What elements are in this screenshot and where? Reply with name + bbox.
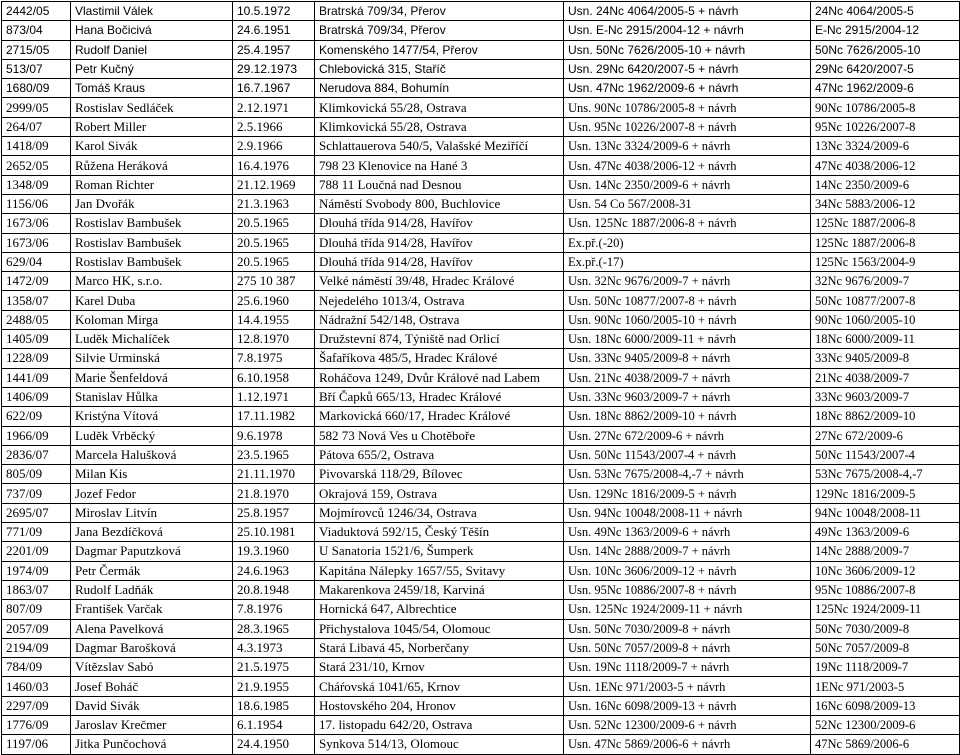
record-id-cell: 2695/07: [2, 503, 71, 522]
case-reference-cell: 90Nc 10786/2005-8: [811, 98, 960, 117]
table-row: [2, 503, 960, 522]
birth-date-cell: 24.4.1950: [233, 735, 315, 754]
person-name-cell: Roman Richter: [71, 175, 233, 194]
birth-date-cell: 21.11.1970: [233, 465, 315, 484]
resolution-cell: Usn. 95Nc 10226/2007-8 + návrh: [564, 117, 811, 136]
record-id-cell: 1156/06: [2, 194, 71, 213]
birth-date-cell: 2.9.1966: [233, 137, 315, 156]
address-cell: Bratrská 709/34, Přerov: [315, 2, 564, 21]
case-reference-cell: 94Nc 10048/2008-11: [811, 503, 960, 522]
person-name-cell: Silvie Urminská: [71, 349, 233, 368]
case-reference-cell: 47Nc 4038/2006-12: [811, 156, 960, 175]
record-id-cell: 1441/09: [2, 368, 71, 387]
table-row: [2, 407, 960, 426]
person-name-cell: Jozef Fedor: [71, 484, 233, 503]
resolution-cell: Usn. 27Nc 672/2009-6 + návrh: [564, 426, 811, 445]
birth-date-cell: 12.8.1970: [233, 330, 315, 349]
record-id-cell: 784/09: [2, 658, 71, 677]
resolution-cell: Usn. 94Nc 10048/2008-11 + návrh: [564, 503, 811, 522]
table-row: [2, 272, 960, 291]
record-id-cell: 622/09: [2, 407, 71, 426]
record-id-cell: 264/07: [2, 117, 71, 136]
table-row: [2, 715, 960, 734]
resolution-cell: Usn. 14Nc 2888/2009-7 + návrh: [564, 542, 811, 561]
case-reference-cell: 125Nc 1563/2004-9: [811, 252, 960, 271]
case-reference-cell: 125Nc 1924/2009-11: [811, 600, 960, 619]
resolution-cell: Usn. 47Nc 1962/2009-6 + návrh: [564, 79, 811, 98]
birth-date-cell: 21.9.1955: [233, 677, 315, 696]
address-cell: Náměstí Svobody 800, Buchlovice: [315, 194, 564, 213]
case-reference-cell: 50Nc 7057/2009-8: [811, 638, 960, 657]
person-name-cell: Jitka Punčochová: [71, 735, 233, 754]
resolution-cell: Usn. 29Nc 6420/2007-5 + návrh: [564, 59, 811, 78]
address-cell: Klimkovická 55/28, Ostrava: [315, 117, 564, 136]
record-id-cell: 1966/09: [2, 426, 71, 445]
person-name-cell: Rudolf Daniel: [71, 40, 233, 59]
record-id-cell: 2201/09: [2, 542, 71, 561]
resolution-cell: Usn. 18Nc 8862/2009-10 + návrh: [564, 407, 811, 426]
birth-date-cell: 23.5.1965: [233, 445, 315, 464]
case-reference-cell: 95Nc 10886/2007-8: [811, 580, 960, 599]
case-reference-cell: 1ENc 971/2003-5: [811, 677, 960, 696]
record-id-cell: 2297/09: [2, 696, 71, 715]
record-id-cell: 2488/05: [2, 310, 71, 329]
case-reference-cell: E-Nc 2915/2004-12: [811, 21, 960, 40]
resolution-cell: Usn. 47Nc 5869/2006-6 + návrh: [564, 735, 811, 754]
birth-date-cell: 25.10.1981: [233, 523, 315, 542]
record-id-cell: 873/04: [2, 21, 71, 40]
address-cell: Dlouhá třída 914/28, Havířov: [315, 252, 564, 271]
resolution-cell: Usn. 50Nc 10877/2007-8 + návrh: [564, 291, 811, 310]
address-cell: Makarenkova 2459/18, Karviná: [315, 580, 564, 599]
case-reference-cell: 14Nc 2888/2009-7: [811, 542, 960, 561]
table-row: [2, 330, 960, 349]
address-cell: Bratrská 709/34, Přerov: [315, 21, 564, 40]
record-id-cell: 1776/09: [2, 715, 71, 734]
resolution-cell: Ex.př.(-17): [564, 252, 811, 271]
birth-date-cell: 17.11.1982: [233, 407, 315, 426]
person-name-cell: František Varčak: [71, 600, 233, 619]
case-reference-cell: 50Nc 11543/2007-4: [811, 445, 960, 464]
person-name-cell: Koloman Mirga: [71, 310, 233, 329]
resolution-cell: Usn. 52Nc 12300/2009-6 + návrh: [564, 715, 811, 734]
case-reference-cell: 53Nc 7675/2008-4,-7: [811, 465, 960, 484]
address-cell: Synkova 514/13, Olomouc: [315, 735, 564, 754]
case-reference-cell: 50Nc 7030/2009-8: [811, 619, 960, 638]
table-row: [2, 580, 960, 599]
table-row: [2, 387, 960, 406]
person-name-cell: Luděk Michalíček: [71, 330, 233, 349]
address-cell: Přichystalova 1045/54, Olomouc: [315, 619, 564, 638]
address-cell: Cháŕovská 1041/65, Krnov: [315, 677, 564, 696]
person-name-cell: Karol Sivák: [71, 137, 233, 156]
person-name-cell: Rostislav Bambušek: [71, 252, 233, 271]
record-id-cell: 2057/09: [2, 619, 71, 638]
record-id-cell: 1863/07: [2, 580, 71, 599]
birth-date-cell: 9.6.1978: [233, 426, 315, 445]
birth-date-cell: 21.3.1963: [233, 194, 315, 213]
table-row: [2, 117, 960, 136]
table-row: [2, 233, 960, 252]
record-id-cell: 1197/06: [2, 735, 71, 754]
record-id-cell: 1228/09: [2, 349, 71, 368]
record-id-cell: 629/04: [2, 252, 71, 271]
case-reference-cell: 27Nc 672/2009-6: [811, 426, 960, 445]
address-cell: 798 23 Klenovice na Hané 3: [315, 156, 564, 175]
birth-date-cell: 20.5.1965: [233, 233, 315, 252]
person-name-cell: Kristýna Vítová: [71, 407, 233, 426]
records-table-body: [2, 2, 960, 755]
record-id-cell: 2836/07: [2, 445, 71, 464]
resolution-cell: Usn. 47Nc 4038/2006-12 + návrh: [564, 156, 811, 175]
case-reference-cell: 18Nc 6000/2009-11: [811, 330, 960, 349]
table-row: [2, 619, 960, 638]
table-row: [2, 2, 960, 21]
address-cell: Dlouhá třída 914/28, Havířov: [315, 214, 564, 233]
address-cell: 17. listopadu 642/20, Ostrava: [315, 715, 564, 734]
table-row: [2, 368, 960, 387]
birth-date-cell: 25.8.1957: [233, 503, 315, 522]
birth-date-cell: 6.1.1954: [233, 715, 315, 734]
case-reference-cell: 52Nc 12300/2009-6: [811, 715, 960, 734]
person-name-cell: Jan Dvořák: [71, 194, 233, 213]
birth-date-cell: 25.6.1960: [233, 291, 315, 310]
person-name-cell: Robert Miller: [71, 117, 233, 136]
birth-date-cell: 7.8.1976: [233, 600, 315, 619]
record-id-cell: 1418/09: [2, 137, 71, 156]
case-reference-cell: 10Nc 3606/2009-12: [811, 561, 960, 580]
case-reference-cell: 24Nc 4064/2005-5: [811, 2, 960, 21]
address-cell: Schlattauerova 540/5, Valašské Meziříčí: [315, 137, 564, 156]
resolution-cell: Usn. 33Nc 9405/2009-8 + návrh: [564, 349, 811, 368]
address-cell: Nerudova 884, Bohumín: [315, 79, 564, 98]
person-name-cell: Karel Duba: [71, 291, 233, 310]
birth-date-cell: 14.4.1955: [233, 310, 315, 329]
record-id-cell: 1673/06: [2, 233, 71, 252]
address-cell: U Sanatoria 1521/6, Šumperk: [315, 542, 564, 561]
table-row: [2, 561, 960, 580]
case-reference-cell: 29Nc 6420/2007-5: [811, 59, 960, 78]
person-name-cell: Rostislav Bambušek: [71, 214, 233, 233]
case-reference-cell: 14Nc 2350/2009-6: [811, 175, 960, 194]
resolution-cell: Usn. 16Nc 6098/2009-13 + návrh: [564, 696, 811, 715]
table-row: [2, 523, 960, 542]
record-id-cell: 1673/06: [2, 214, 71, 233]
person-name-cell: Tomáš Kraus: [71, 79, 233, 98]
case-reference-cell: 33Nc 9603/2009-7: [811, 387, 960, 406]
table-row: [2, 252, 960, 271]
record-id-cell: 807/09: [2, 600, 71, 619]
address-cell: Bří Čapků 665/13, Hradec Králové: [315, 387, 564, 406]
record-id-cell: 1348/09: [2, 175, 71, 194]
resolution-cell: Usn. 18Nc 6000/2009-11 + návrh: [564, 330, 811, 349]
case-reference-cell: 21Nc 4038/2009-7: [811, 368, 960, 387]
address-cell: Dlouhá třída 914/28, Havířov: [315, 233, 564, 252]
resolution-cell: Usn. 53Nc 7675/2008-4,-7 + návrh: [564, 465, 811, 484]
birth-date-cell: 21.5.1975: [233, 658, 315, 677]
record-id-cell: 737/09: [2, 484, 71, 503]
resolution-cell: Usn. 50Nc 7626/2005-10 + návrh: [564, 40, 811, 59]
resolution-cell: Usn. 90Nc 1060/2005-10 + návrh: [564, 310, 811, 329]
person-name-cell: Vlastimil Válek: [71, 2, 233, 21]
address-cell: Šafaříkova 485/5, Hradec Králové: [315, 349, 564, 368]
resolution-cell: Usn. 129Nc 1816/2009-5 + návrh: [564, 484, 811, 503]
birth-date-cell: 20.5.1965: [233, 214, 315, 233]
address-cell: Hornická 647, Albrechtice: [315, 600, 564, 619]
address-cell: Mojmírovců 1246/34, Ostrava: [315, 503, 564, 522]
address-cell: Stará Libavá 45, Norberčany: [315, 638, 564, 657]
address-cell: Družstevní 874, Týniště nad Orlicí: [315, 330, 564, 349]
record-id-cell: 1472/09: [2, 272, 71, 291]
resolution-cell: Usn. 50Nc 7030/2009-8 + návrh: [564, 619, 811, 638]
table-row: [2, 175, 960, 194]
person-name-cell: Dagmar Paputzková: [71, 542, 233, 561]
birth-date-cell: 21.8.1970: [233, 484, 315, 503]
birth-date-cell: 29.12.1973: [233, 59, 315, 78]
birth-date-cell: 20.8.1948: [233, 580, 315, 599]
table-row: [2, 600, 960, 619]
person-name-cell: Jana Bezdíčková: [71, 523, 233, 542]
birth-date-cell: 2.5.1966: [233, 117, 315, 136]
person-name-cell: Petr Kučný: [71, 59, 233, 78]
person-name-cell: Rostislav Sedláček: [71, 98, 233, 117]
person-name-cell: Stanislav Hůlka: [71, 387, 233, 406]
case-reference-cell: 50Nc 10877/2007-8: [811, 291, 960, 310]
record-id-cell: 1460/03: [2, 677, 71, 696]
resolution-cell: Usn. 33Nc 9603/2009-7 + návrh: [564, 387, 811, 406]
resolution-cell: Usn. 125Nc 1924/2009-11 + návrh: [564, 600, 811, 619]
address-cell: 582 73 Nová Ves u Chotěboře: [315, 426, 564, 445]
table-row: [2, 658, 960, 677]
table-row: [2, 638, 960, 657]
case-reference-cell: 16Nc 6098/2009-13: [811, 696, 960, 715]
case-reference-cell: 125Nc 1887/2006-8: [811, 214, 960, 233]
birth-date-cell: 10.5.1972: [233, 2, 315, 21]
record-id-cell: 2999/05: [2, 98, 71, 117]
address-cell: Nejedelého 1013/4, Ostrava: [315, 291, 564, 310]
address-cell: Stará 231/10, Krnov: [315, 658, 564, 677]
record-id-cell: 805/09: [2, 465, 71, 484]
table-row: [2, 465, 960, 484]
case-reference-cell: 129Nc 1816/2009-5: [811, 484, 960, 503]
person-name-cell: Marcela Halušková: [71, 445, 233, 464]
table-row: [2, 310, 960, 329]
address-cell: Kapitána Nálepky 1657/55, Svitavy: [315, 561, 564, 580]
case-reference-cell: 18Nc 8862/2009-10: [811, 407, 960, 426]
birth-date-cell: 2.12.1971: [233, 98, 315, 117]
birth-date-cell: 275 10 387: [233, 272, 315, 291]
address-cell: Roháčova 1249, Dvůr Králové nad Labem: [315, 368, 564, 387]
case-reference-cell: 19Nc 1118/2009-7: [811, 658, 960, 677]
birth-date-cell: 25.4.1957: [233, 40, 315, 59]
person-name-cell: Miroslav Litvín: [71, 503, 233, 522]
address-cell: Hostovského 204, Hronov: [315, 696, 564, 715]
table-row: [2, 21, 960, 40]
table-row: [2, 137, 960, 156]
case-reference-cell: 32Nc 9676/2009-7: [811, 272, 960, 291]
table-row: [2, 194, 960, 213]
birth-date-cell: 7.8.1975: [233, 349, 315, 368]
birth-date-cell: 16.7.1967: [233, 79, 315, 98]
person-name-cell: Marie Šenfeldová: [71, 368, 233, 387]
table-row: [2, 349, 960, 368]
record-id-cell: 1680/09: [2, 79, 71, 98]
case-reference-cell: 47Nc 1962/2009-6: [811, 79, 960, 98]
birth-date-cell: 18.6.1985: [233, 696, 315, 715]
resolution-cell: Usn. E-Nc 2915/2004-12 + návrh: [564, 21, 811, 40]
person-name-cell: Alena Pavelková: [71, 619, 233, 638]
resolution-cell: Usn. 1ENc 971/2003-5 + návrh: [564, 677, 811, 696]
address-cell: Komenského 1477/54, Přerov: [315, 40, 564, 59]
table-row: [2, 98, 960, 117]
resolution-cell: Usn. 125Nc 1887/2006-8 + návrh: [564, 214, 811, 233]
table-row: [2, 677, 960, 696]
case-reference-cell: 34Nc 5883/2006-12: [811, 194, 960, 213]
table-row: [2, 214, 960, 233]
table-row: [2, 426, 960, 445]
record-id-cell: 2652/05: [2, 156, 71, 175]
resolution-cell: Usn. 32Nc 9676/2009-7 + návrh: [564, 272, 811, 291]
person-name-cell: Vítězslav Sabó: [71, 658, 233, 677]
address-cell: 788 11 Loučná nad Desnou: [315, 175, 564, 194]
case-reference-cell: 90Nc 1060/2005-10: [811, 310, 960, 329]
table-row: [2, 40, 960, 59]
address-cell: Klimkovická 55/28, Ostrava: [315, 98, 564, 117]
table-row: [2, 735, 960, 754]
birth-date-cell: 4.3.1973: [233, 638, 315, 657]
birth-date-cell: 24.6.1963: [233, 561, 315, 580]
resolution-cell: Usn. 50Nc 11543/2007-4 + návrh: [564, 445, 811, 464]
person-name-cell: Rudolf Ladňák: [71, 580, 233, 599]
table-row: [2, 156, 960, 175]
person-name-cell: Jaroslav Krečmer: [71, 715, 233, 734]
resolution-cell: Usn. 24Nc 4064/2005-5 + návrh: [564, 2, 811, 21]
record-id-cell: 1358/07: [2, 291, 71, 310]
record-id-cell: 771/09: [2, 523, 71, 542]
person-name-cell: Hana Bočicivá: [71, 21, 233, 40]
table-row: [2, 445, 960, 464]
address-cell: Viaduktová 592/15, Český Těšín: [315, 523, 564, 542]
table-row: [2, 484, 960, 503]
person-name-cell: Dagmar Barošková: [71, 638, 233, 657]
resolution-cell: Usn. 50Nc 7057/2009-8 + návrh: [564, 638, 811, 657]
table-row: [2, 59, 960, 78]
address-cell: Pátova 655/2, Ostrava: [315, 445, 564, 464]
record-id-cell: 1974/09: [2, 561, 71, 580]
person-name-cell: David Sivák: [71, 696, 233, 715]
address-cell: Pivovarská 118/29, Bílovec: [315, 465, 564, 484]
table-row: [2, 291, 960, 310]
address-cell: Nádražní 542/148, Ostrava: [315, 310, 564, 329]
case-reference-cell: 50Nc 7626/2005-10: [811, 40, 960, 59]
person-name-cell: Marco HK, s.r.o.: [71, 272, 233, 291]
case-reference-cell: 49Nc 1363/2009-6: [811, 523, 960, 542]
resolution-cell: Usn. 49Nc 1363/2009-6 + návrh: [564, 523, 811, 542]
resolution-cell: Uns. 90Nc 10786/2005-8 + návrh: [564, 98, 811, 117]
birth-date-cell: 28.3.1965: [233, 619, 315, 638]
person-name-cell: Petr Čermák: [71, 561, 233, 580]
case-reference-cell: 33Nc 9405/2009-8: [811, 349, 960, 368]
table-row: [2, 542, 960, 561]
record-id-cell: 1406/09: [2, 387, 71, 406]
address-cell: Markovická 660/17, Hradec Králové: [315, 407, 564, 426]
birth-date-cell: 21.12.1969: [233, 175, 315, 194]
birth-date-cell: 16.4.1976: [233, 156, 315, 175]
resolution-cell: Usn. 13Nc 3324/2009-6 + návrh: [564, 137, 811, 156]
birth-date-cell: 20.5.1965: [233, 252, 315, 271]
birth-date-cell: 1.12.1971: [233, 387, 315, 406]
birth-date-cell: 19.3.1960: [233, 542, 315, 561]
resolution-cell: Usn. 54 Co 567/2008-31: [564, 194, 811, 213]
resolution-cell: Ex.př.(-20): [564, 233, 811, 252]
person-name-cell: Milan Kis: [71, 465, 233, 484]
person-name-cell: Luděk Vrběcký: [71, 426, 233, 445]
record-id-cell: 2715/05: [2, 40, 71, 59]
record-id-cell: 2194/09: [2, 638, 71, 657]
resolution-cell: Usn. 10Nc 3606/2009-12 + návrh: [564, 561, 811, 580]
case-reference-cell: 13Nc 3324/2009-6: [811, 137, 960, 156]
person-name-cell: Josef Boháč: [71, 677, 233, 696]
case-reference-cell: 125Nc 1887/2006-8: [811, 233, 960, 252]
records-table: [1, 1, 960, 755]
address-cell: Okrajová 159, Ostrava: [315, 484, 564, 503]
record-id-cell: 513/07: [2, 59, 71, 78]
resolution-cell: Usn. 95Nc 10886/2007-8 + návrh: [564, 580, 811, 599]
resolution-cell: Usn. 19Nc 1118/2009-7 + návrh: [564, 658, 811, 677]
resolution-cell: Usn. 21Nc 4038/2009-7 + návrh: [564, 368, 811, 387]
resolution-cell: Usn. 14Nc 2350/2009-6 + návrh: [564, 175, 811, 194]
table-row: [2, 696, 960, 715]
person-name-cell: Růžena Heráková: [71, 156, 233, 175]
address-cell: Chlebovická 315, Staříč: [315, 59, 564, 78]
birth-date-cell: 24.6.1951: [233, 21, 315, 40]
birth-date-cell: 6.10.1958: [233, 368, 315, 387]
person-name-cell: Rostislav Bambušek: [71, 233, 233, 252]
table-row: [2, 79, 960, 98]
record-id-cell: 1405/09: [2, 330, 71, 349]
address-cell: Velké náměstí 39/48, Hradec Králové: [315, 272, 564, 291]
case-reference-cell: 95Nc 10226/2007-8: [811, 117, 960, 136]
record-id-cell: 2442/05: [2, 2, 71, 21]
case-reference-cell: 47Nc 5869/2006-6: [811, 735, 960, 754]
